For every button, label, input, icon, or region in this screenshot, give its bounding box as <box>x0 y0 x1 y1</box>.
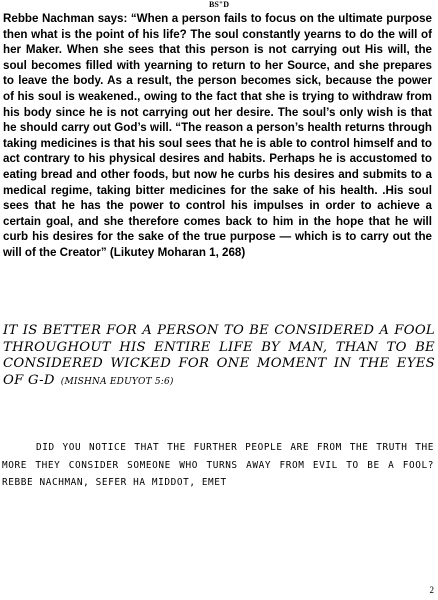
mishna-source: (MISHNA EDUYOT 5:6) <box>60 376 174 387</box>
mishna-text: IT IS BETTER FOR A PERSON TO BE CONSIDERED A FOOL THROUGHOUT HIS ENTIRE LIFE BY MAN, THAN TO BE CONSIDERED WICKED FOR ONE MOMENT IN THE EYES OF G-D <box>3 323 435 388</box>
page-number: 2 <box>429 585 434 595</box>
closing-note-text: DID YOU NOTICE THAT THE FURTHER PEOPLE ARE FROM THE TRUTH THE MORE THEY CONSIDER SOMEONE WHO TURNS AWAY FROM EVIL TO BE A FOOL? REBBE NACHMAN, SEFER HA MIDDOT, EMET <box>2 442 434 489</box>
rebbe-nachman-quote: Rebbe Nachman says: “When a person fails to focus on the ultimate purpose then what is the point of his life? The soul constantly yearns to do the will of her Maker. When she sees that this person is not carrying out His will, the soul becomes filled with yearning to return to her Source, and she prepares to leave the body. As a result, the person becomes sick, because the power of his soul is weakened., owing to the fact that she is trying to withdraw from his body since he is not carrying out her desire. The soul’s only wish is that he should carry out God’s will. “The reason a person’s health returns through taking medicines is that his soul sees that he is able to control himself and to act contrary to his physical desires and habits. Perhaps he is accustomed to eating bread and other foods, but now he curbs his desires and submits to a medical regime, taking bitter medicines for the sake of his health. .His soul sees that he has the power to control his impulses in order to achieve a certain goal, and she therefore comes back to him in the hope that he will curb his desires for the sake of the true purpose — which is to carry out the will of the Creator” (Likutey Moharan 1, 268) <box>3 12 432 259</box>
closing-note <box>2 439 434 492</box>
page-header: BS"D <box>208 0 229 9</box>
mishna-quote <box>3 323 435 390</box>
